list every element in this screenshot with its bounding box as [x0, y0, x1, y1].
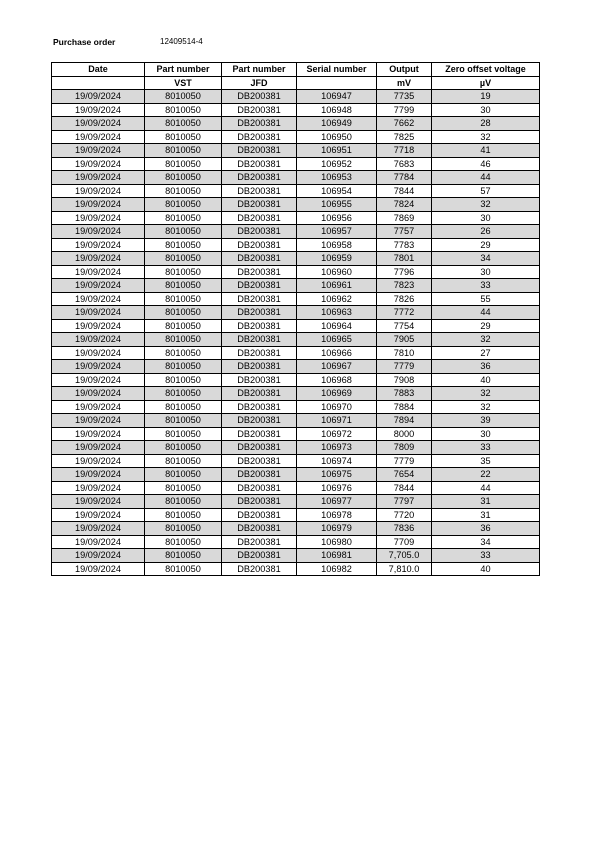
part-number-vst-cell: 8010050: [145, 130, 222, 144]
zero-offset-cell: 31: [432, 508, 540, 522]
table-row: [52, 319, 540, 333]
part-number-jfd-cell: DB200381: [222, 157, 297, 171]
output-cell: 7662: [377, 117, 432, 131]
subheader-offset-unit: µV: [432, 76, 540, 90]
output-cell: 7,810.0: [377, 562, 432, 576]
part-number-jfd-cell: DB200381: [222, 279, 297, 293]
serial-number-cell: 106950: [297, 130, 377, 144]
part-number-vst-cell: 8010050: [145, 292, 222, 306]
calibration-table: [51, 62, 540, 576]
zero-offset-cell: 27: [432, 346, 540, 360]
serial-number-cell: 106951: [297, 144, 377, 158]
part-number-vst-cell: 8010050: [145, 441, 222, 455]
date-cell: 19/09/2024: [52, 157, 145, 171]
date-cell: 19/09/2024: [52, 346, 145, 360]
date-cell: 19/09/2024: [52, 333, 145, 347]
table-row: [52, 130, 540, 144]
table-row: [52, 522, 540, 536]
table-row: [52, 265, 540, 279]
part-number-jfd-cell: DB200381: [222, 333, 297, 347]
output-cell: 7824: [377, 198, 432, 212]
part-number-vst-cell: 8010050: [145, 495, 222, 509]
zero-offset-cell: 41: [432, 144, 540, 158]
zero-offset-cell: 39: [432, 414, 540, 428]
date-cell: 19/09/2024: [52, 535, 145, 549]
subheader-row: [52, 76, 540, 90]
part-number-vst-cell: 8010050: [145, 306, 222, 320]
part-number-jfd-cell: DB200381: [222, 346, 297, 360]
output-cell: 7869: [377, 211, 432, 225]
subheader-output-unit: mV: [377, 76, 432, 90]
serial-number-cell: 106970: [297, 400, 377, 414]
part-number-jfd-cell: DB200381: [222, 414, 297, 428]
serial-number-cell: 106974: [297, 454, 377, 468]
table-row: [52, 90, 540, 104]
output-cell: 7683: [377, 157, 432, 171]
part-number-vst-cell: 8010050: [145, 144, 222, 158]
zero-offset-cell: 35: [432, 454, 540, 468]
table-body: [52, 90, 540, 576]
zero-offset-cell: 32: [432, 387, 540, 401]
output-cell: 7754: [377, 319, 432, 333]
subheader-vst: VST: [145, 76, 222, 90]
table-header: [52, 63, 540, 90]
output-cell: 7654: [377, 468, 432, 482]
zero-offset-cell: 30: [432, 427, 540, 441]
zero-offset-cell: 44: [432, 306, 540, 320]
serial-number-cell: 106962: [297, 292, 377, 306]
serial-number-cell: 106981: [297, 549, 377, 563]
output-cell: 7823: [377, 279, 432, 293]
part-number-jfd-cell: DB200381: [222, 144, 297, 158]
output-cell: 7783: [377, 238, 432, 252]
date-cell: 19/09/2024: [52, 373, 145, 387]
serial-number-cell: 106973: [297, 441, 377, 455]
part-number-vst-cell: 8010050: [145, 225, 222, 239]
part-number-vst-cell: 8010050: [145, 157, 222, 171]
table-row: [52, 103, 540, 117]
zero-offset-cell: 44: [432, 481, 540, 495]
part-number-jfd-cell: DB200381: [222, 549, 297, 563]
part-number-vst-cell: 8010050: [145, 387, 222, 401]
table-row: [52, 211, 540, 225]
output-cell: 7826: [377, 292, 432, 306]
zero-offset-cell: 32: [432, 333, 540, 347]
date-cell: 19/09/2024: [52, 319, 145, 333]
date-cell: 19/09/2024: [52, 211, 145, 225]
date-cell: 19/09/2024: [52, 90, 145, 104]
table-row: [52, 238, 540, 252]
serial-number-cell: 106976: [297, 481, 377, 495]
date-cell: 19/09/2024: [52, 441, 145, 455]
zero-offset-cell: 32: [432, 198, 540, 212]
zero-offset-cell: 40: [432, 562, 540, 576]
serial-number-cell: 106969: [297, 387, 377, 401]
zero-offset-cell: 30: [432, 211, 540, 225]
serial-number-cell: 106952: [297, 157, 377, 171]
date-cell: 19/09/2024: [52, 562, 145, 576]
table-row: [52, 306, 540, 320]
output-cell: 7779: [377, 360, 432, 374]
serial-number-cell: 106971: [297, 414, 377, 428]
serial-number-cell: 106972: [297, 427, 377, 441]
part-number-vst-cell: 8010050: [145, 562, 222, 576]
table-row: [52, 481, 540, 495]
part-number-vst-cell: 8010050: [145, 427, 222, 441]
part-number-vst-cell: 8010050: [145, 252, 222, 266]
table-row: [52, 400, 540, 414]
date-cell: 19/09/2024: [52, 184, 145, 198]
table-row: [52, 508, 540, 522]
output-cell: 7779: [377, 454, 432, 468]
serial-number-cell: 106965: [297, 333, 377, 347]
date-cell: 19/09/2024: [52, 522, 145, 536]
serial-number-cell: 106955: [297, 198, 377, 212]
part-number-jfd-cell: DB200381: [222, 508, 297, 522]
part-number-vst-cell: 8010050: [145, 414, 222, 428]
serial-number-cell: 106954: [297, 184, 377, 198]
serial-number-cell: 106958: [297, 238, 377, 252]
output-cell: 7801: [377, 252, 432, 266]
table-row: [52, 387, 540, 401]
date-cell: 19/09/2024: [52, 117, 145, 131]
serial-number-cell: 106966: [297, 346, 377, 360]
table-row: [52, 225, 540, 239]
part-number-vst-cell: 8010050: [145, 522, 222, 536]
output-cell: 7772: [377, 306, 432, 320]
table-row: [52, 171, 540, 185]
part-number-jfd-cell: DB200381: [222, 319, 297, 333]
part-number-jfd-cell: DB200381: [222, 184, 297, 198]
output-cell: 7,705.0: [377, 549, 432, 563]
serial-number-cell: 106957: [297, 225, 377, 239]
date-cell: 19/09/2024: [52, 508, 145, 522]
zero-offset-cell: 19: [432, 90, 540, 104]
date-cell: 19/09/2024: [52, 103, 145, 117]
serial-number-cell: 106978: [297, 508, 377, 522]
part-number-jfd-cell: DB200381: [222, 225, 297, 239]
date-cell: 19/09/2024: [52, 279, 145, 293]
date-cell: 19/09/2024: [52, 481, 145, 495]
zero-offset-cell: 28: [432, 117, 540, 131]
serial-number-cell: 106977: [297, 495, 377, 509]
subheader-jfd: JFD: [222, 76, 297, 90]
output-cell: 7757: [377, 225, 432, 239]
serial-number-cell: 106975: [297, 468, 377, 482]
output-cell: 7720: [377, 508, 432, 522]
date-cell: 19/09/2024: [52, 198, 145, 212]
date-cell: 19/09/2024: [52, 238, 145, 252]
zero-offset-cell: 31: [432, 495, 540, 509]
table-row: [52, 427, 540, 441]
date-cell: 19/09/2024: [52, 387, 145, 401]
part-number-jfd-cell: DB200381: [222, 454, 297, 468]
zero-offset-cell: 29: [432, 319, 540, 333]
serial-number-cell: 106959: [297, 252, 377, 266]
zero-offset-cell: 30: [432, 103, 540, 117]
part-number-vst-cell: 8010050: [145, 535, 222, 549]
zero-offset-cell: 55: [432, 292, 540, 306]
part-number-jfd-cell: DB200381: [222, 292, 297, 306]
date-cell: 19/09/2024: [52, 252, 145, 266]
date-cell: 19/09/2024: [52, 495, 145, 509]
output-cell: 7844: [377, 481, 432, 495]
table-row: [52, 441, 540, 455]
serial-number-cell: 106961: [297, 279, 377, 293]
table-row: [52, 495, 540, 509]
header-row: [52, 63, 540, 77]
date-cell: 19/09/2024: [52, 468, 145, 482]
part-number-vst-cell: 8010050: [145, 211, 222, 225]
part-number-vst-cell: 8010050: [145, 454, 222, 468]
zero-offset-cell: 33: [432, 549, 540, 563]
part-number-vst-cell: 8010050: [145, 360, 222, 374]
zero-offset-cell: 36: [432, 360, 540, 374]
output-cell: 7883: [377, 387, 432, 401]
output-cell: 7825: [377, 130, 432, 144]
date-cell: 19/09/2024: [52, 144, 145, 158]
header-serial-number: Serial number: [297, 63, 377, 77]
zero-offset-cell: 34: [432, 252, 540, 266]
zero-offset-cell: 32: [432, 130, 540, 144]
part-number-jfd-cell: DB200381: [222, 360, 297, 374]
output-cell: 7796: [377, 265, 432, 279]
part-number-jfd-cell: DB200381: [222, 198, 297, 212]
part-number-vst-cell: 8010050: [145, 90, 222, 104]
part-number-jfd-cell: DB200381: [222, 481, 297, 495]
part-number-vst-cell: 8010050: [145, 400, 222, 414]
header-output: Output: [377, 63, 432, 77]
table-row: [52, 468, 540, 482]
date-cell: 19/09/2024: [52, 360, 145, 374]
part-number-vst-cell: 8010050: [145, 549, 222, 563]
date-cell: 19/09/2024: [52, 171, 145, 185]
header-part-number-jfd: Part number: [222, 63, 297, 77]
part-number-jfd-cell: DB200381: [222, 441, 297, 455]
purchase-order-number: 12409514-4: [160, 37, 203, 46]
output-cell: 7844: [377, 184, 432, 198]
purchase-order-label: Purchase order: [53, 37, 116, 47]
table-row: [52, 562, 540, 576]
date-cell: 19/09/2024: [52, 427, 145, 441]
table-row: [52, 292, 540, 306]
part-number-jfd-cell: DB200381: [222, 252, 297, 266]
zero-offset-cell: 33: [432, 441, 540, 455]
output-cell: 7894: [377, 414, 432, 428]
serial-number-cell: 106967: [297, 360, 377, 374]
table-row: [52, 454, 540, 468]
part-number-vst-cell: 8010050: [145, 508, 222, 522]
part-number-jfd-cell: DB200381: [222, 103, 297, 117]
part-number-jfd-cell: DB200381: [222, 562, 297, 576]
table-row: [52, 198, 540, 212]
zero-offset-cell: 29: [432, 238, 540, 252]
table-row: [52, 535, 540, 549]
part-number-jfd-cell: DB200381: [222, 468, 297, 482]
zero-offset-cell: 36: [432, 522, 540, 536]
part-number-jfd-cell: DB200381: [222, 117, 297, 131]
part-number-jfd-cell: DB200381: [222, 171, 297, 185]
output-cell: 7797: [377, 495, 432, 509]
date-cell: 19/09/2024: [52, 414, 145, 428]
header-date: Date: [52, 63, 145, 77]
table-row: [52, 279, 540, 293]
part-number-vst-cell: 8010050: [145, 184, 222, 198]
part-number-jfd-cell: DB200381: [222, 427, 297, 441]
part-number-vst-cell: 8010050: [145, 103, 222, 117]
zero-offset-cell: 33: [432, 279, 540, 293]
zero-offset-cell: 57: [432, 184, 540, 198]
serial-number-cell: 106960: [297, 265, 377, 279]
serial-number-cell: 106964: [297, 319, 377, 333]
subheader-date: [52, 76, 145, 90]
date-cell: 19/09/2024: [52, 225, 145, 239]
subheader-serial: [297, 76, 377, 90]
part-number-jfd-cell: DB200381: [222, 387, 297, 401]
table-row: [52, 373, 540, 387]
part-number-vst-cell: 8010050: [145, 171, 222, 185]
table-row: [52, 549, 540, 563]
zero-offset-cell: 34: [432, 535, 540, 549]
zero-offset-cell: 30: [432, 265, 540, 279]
zero-offset-cell: 40: [432, 373, 540, 387]
part-number-jfd-cell: DB200381: [222, 130, 297, 144]
date-cell: 19/09/2024: [52, 265, 145, 279]
output-cell: 7908: [377, 373, 432, 387]
zero-offset-cell: 26: [432, 225, 540, 239]
part-number-vst-cell: 8010050: [145, 265, 222, 279]
serial-number-cell: 106979: [297, 522, 377, 536]
part-number-jfd-cell: DB200381: [222, 306, 297, 320]
serial-number-cell: 106980: [297, 535, 377, 549]
output-cell: 7709: [377, 535, 432, 549]
output-cell: 7718: [377, 144, 432, 158]
part-number-jfd-cell: DB200381: [222, 400, 297, 414]
part-number-jfd-cell: DB200381: [222, 373, 297, 387]
date-cell: 19/09/2024: [52, 400, 145, 414]
serial-number-cell: 106963: [297, 306, 377, 320]
date-cell: 19/09/2024: [52, 130, 145, 144]
part-number-vst-cell: 8010050: [145, 373, 222, 387]
output-cell: 8000: [377, 427, 432, 441]
output-cell: 7905: [377, 333, 432, 347]
table-row: [52, 252, 540, 266]
part-number-vst-cell: 8010050: [145, 346, 222, 360]
serial-number-cell: 106953: [297, 171, 377, 185]
part-number-vst-cell: 8010050: [145, 319, 222, 333]
date-cell: 19/09/2024: [52, 454, 145, 468]
zero-offset-cell: 46: [432, 157, 540, 171]
output-cell: 7884: [377, 400, 432, 414]
output-cell: 7784: [377, 171, 432, 185]
table-row: [52, 184, 540, 198]
zero-offset-cell: 32: [432, 400, 540, 414]
header-zero-offset-voltage: Zero offset voltage: [432, 63, 540, 77]
date-cell: 19/09/2024: [52, 549, 145, 563]
output-cell: 7809: [377, 441, 432, 455]
serial-number-cell: 106948: [297, 103, 377, 117]
serial-number-cell: 106956: [297, 211, 377, 225]
serial-number-cell: 106949: [297, 117, 377, 131]
serial-number-cell: 106968: [297, 373, 377, 387]
table-row: [52, 360, 540, 374]
output-cell: 7735: [377, 90, 432, 104]
part-number-vst-cell: 8010050: [145, 238, 222, 252]
table-row: [52, 157, 540, 171]
zero-offset-cell: 44: [432, 171, 540, 185]
part-number-vst-cell: 8010050: [145, 279, 222, 293]
output-cell: 7799: [377, 103, 432, 117]
part-number-vst-cell: 8010050: [145, 333, 222, 347]
part-number-vst-cell: 8010050: [145, 198, 222, 212]
zero-offset-cell: 22: [432, 468, 540, 482]
part-number-jfd-cell: DB200381: [222, 522, 297, 536]
part-number-vst-cell: 8010050: [145, 481, 222, 495]
date-cell: 19/09/2024: [52, 292, 145, 306]
table-row: [52, 117, 540, 131]
date-cell: 19/09/2024: [52, 306, 145, 320]
table-row: [52, 333, 540, 347]
part-number-jfd-cell: DB200381: [222, 265, 297, 279]
serial-number-cell: 106947: [297, 90, 377, 104]
table-row: [52, 414, 540, 428]
part-number-jfd-cell: DB200381: [222, 90, 297, 104]
part-number-jfd-cell: DB200381: [222, 211, 297, 225]
table-row: [52, 144, 540, 158]
part-number-jfd-cell: DB200381: [222, 238, 297, 252]
part-number-vst-cell: 8010050: [145, 468, 222, 482]
table-row: [52, 346, 540, 360]
output-cell: 7836: [377, 522, 432, 536]
part-number-jfd-cell: DB200381: [222, 495, 297, 509]
part-number-vst-cell: 8010050: [145, 117, 222, 131]
part-number-jfd-cell: DB200381: [222, 535, 297, 549]
header-part-number-vst: Part number: [145, 63, 222, 77]
output-cell: 7810: [377, 346, 432, 360]
serial-number-cell: 106982: [297, 562, 377, 576]
